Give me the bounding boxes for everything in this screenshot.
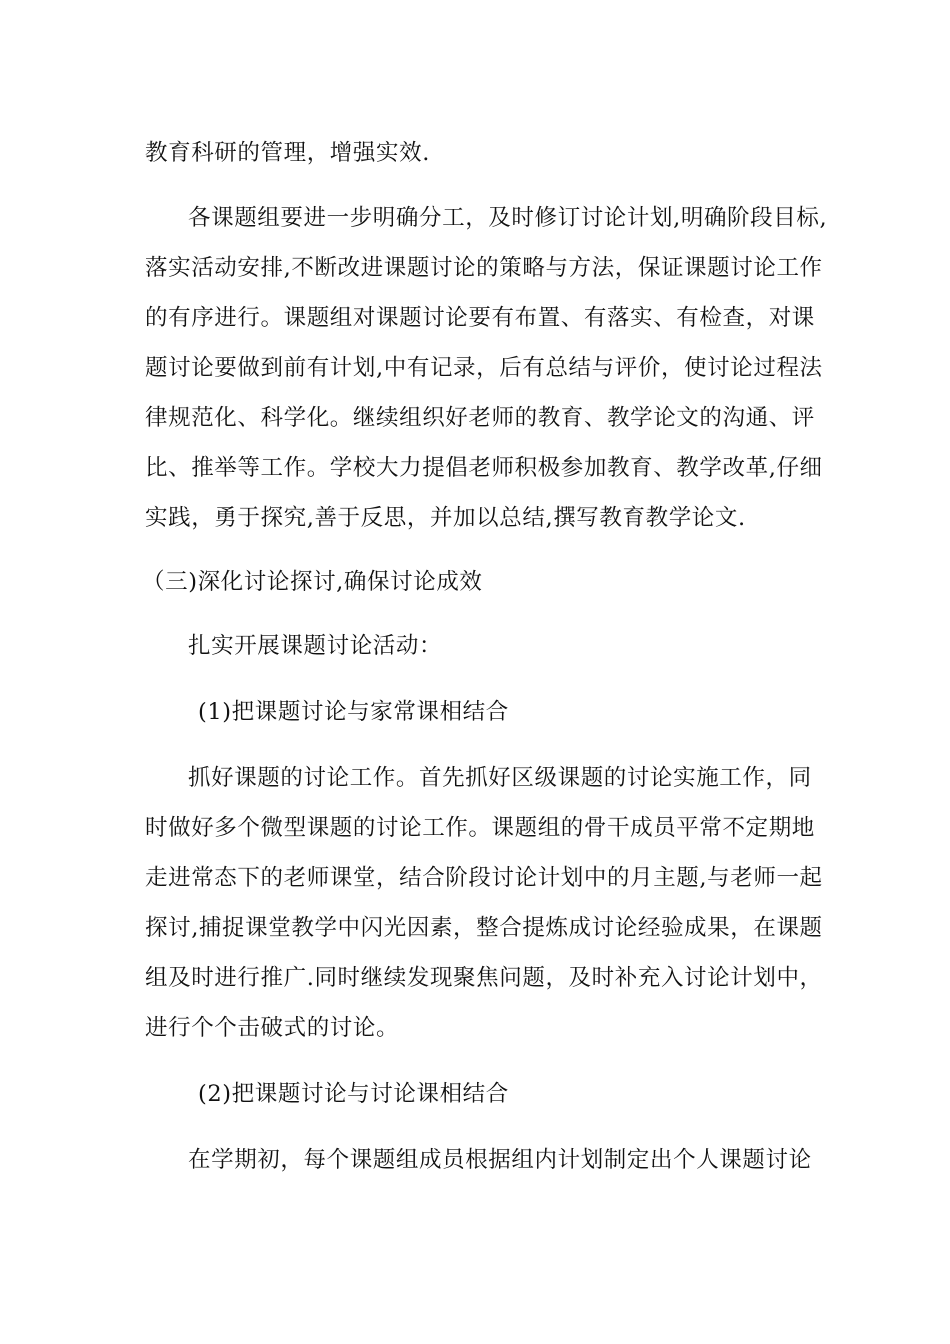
body-text-line: 探讨,捕捉课堂教学中闪光因素，整合提炼成讨论经验成果，在课题	[145, 915, 823, 941]
body-text-line: 实践，勇于探究,善于反思，并加以总结,撰写教育教学论文.	[145, 505, 746, 531]
body-text-line: 教育科研的管理，增强实效.	[145, 140, 430, 166]
section-heading: （三)深化讨论探讨,确保讨论成效	[142, 569, 483, 595]
paragraph-first-line: 扎实开展课题讨论活动：	[188, 633, 443, 659]
paragraph-first-line: 在学期初，每个课题组成员根据组内计划制定出个人课题讨论	[188, 1147, 812, 1173]
body-text-line: 组及时进行推广.同时继续发现聚焦问题，及时补充入讨论计划中，	[145, 965, 823, 991]
body-text-line: 比、推举等工作。学校大力提倡老师积极参加教育、教学改革,仔细	[145, 455, 823, 481]
subsection-heading: (2)把课题讨论与讨论课相结合	[198, 1081, 509, 1107]
subsection-heading: (1)把课题讨论与家常课相结合	[198, 699, 509, 725]
body-text-line: 的有序进行。课题组对课题讨论要有布置、有落实、有检查，对课	[145, 305, 815, 331]
body-text-line: 落实活动安排,不断改进课题讨论的策略与方法，保证课题讨论工作	[145, 255, 823, 281]
paragraph-first-line: 各课题组要进一步明确分工，及时修订讨论计划,明确阶段目标,	[188, 205, 828, 231]
body-text-line: 进行个个击破式的讨论。	[145, 1015, 400, 1041]
body-text-line: 时做好多个微型课题的讨论工作。课题组的骨干成员平常不定期地	[145, 815, 815, 841]
paragraph-first-line: 抓好课题的讨论工作。首先抓好区级课题的讨论实施工作，同	[188, 765, 812, 791]
body-text-line: 走进常态下的老师课堂，结合阶段讨论计划中的月主题,与老师一起	[145, 865, 823, 891]
body-text-line: 题讨论要做到前有计划,中有记录，后有总结与评价，使讨论过程法	[145, 355, 823, 381]
body-text-line: 律规范化、科学化。继续组织好老师的教育、教学论文的沟通、评	[145, 405, 815, 431]
